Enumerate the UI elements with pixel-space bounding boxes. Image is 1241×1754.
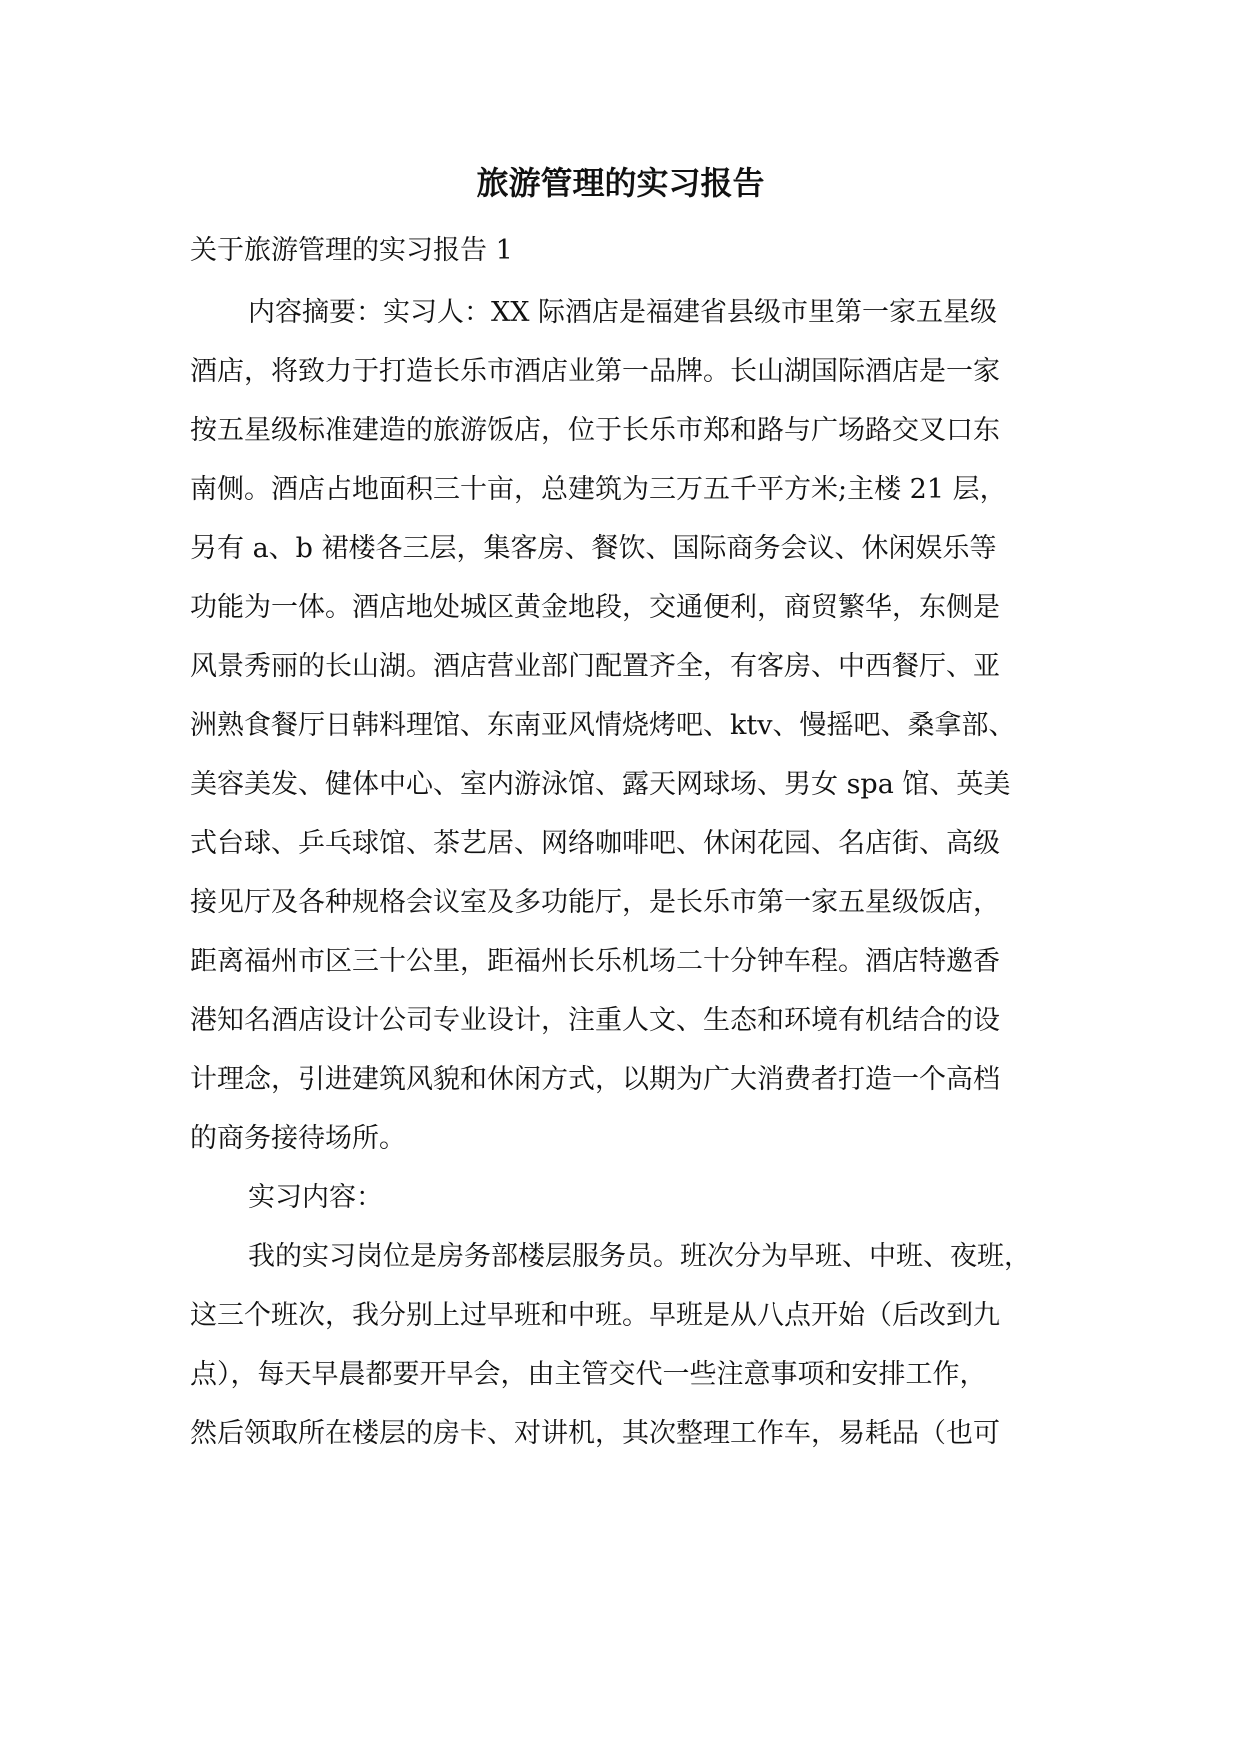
text-line: 点），每天早晨都要开早会，由主管交代一些注意事项和安排工作， <box>190 1359 987 1390</box>
text-line: 接见厅及各种规格会议室及多功能厅，是长乐市第一家五星级饭店， <box>190 887 1000 918</box>
text-line: 风景秀丽的长山湖。酒店营业部门配置齐全，有客房、中西餐厅、亚 <box>190 651 1000 682</box>
report-subtitle: 关于旅游管理的实习报告 1 <box>190 235 513 266</box>
text-line: 这三个班次，我分别上过早班和中班。早班是从八点开始（后改到九 <box>190 1300 1000 1331</box>
text-line: 内容摘要：实习人：XX 际酒店是福建省县级市里第一家五星级 <box>248 297 998 328</box>
text-line: 距离福州市区三十公里，距福州长乐机场二十分钟车程。酒店特邀香 <box>190 946 1000 977</box>
text-line: 南侧。酒店占地面积三十亩，总建筑为三万五千平方米;主楼 21 层， <box>190 474 1007 505</box>
text-line: 功能为一体。酒店地处城区黄金地段，交通便利，商贸繁华，东侧是 <box>190 592 1000 623</box>
document-title: 旅游管理的实习报告 <box>476 164 765 202</box>
text-line: 酒店，将致力于打造长乐市酒店业第一品牌。长山湖国际酒店是一家 <box>190 356 1000 387</box>
text-line: 的商务接待场所。 <box>190 1123 406 1154</box>
text-line: 然后领取所在楼层的房卡、对讲机，其次整理工作车，易耗品（也可 <box>190 1418 1000 1449</box>
text-line: 我的实习岗位是房务部楼层服务员。班次分为早班、中班、夜班， <box>248 1241 1031 1272</box>
section-heading: 实习内容： <box>248 1182 383 1213</box>
text-line: 美容美发、健体中心、室内游泳馆、露天网球场、男女 spa 馆、英美 <box>190 769 1011 800</box>
text-line: 式台球、乒乓球馆、茶艺居、网络咖啡吧、休闲花园、名店街、高级 <box>190 828 1000 859</box>
text-line: 按五星级标准建造的旅游饭店，位于长乐市郑和路与广场路交叉口东 <box>190 415 1000 446</box>
text-line: 洲熟食餐厅日韩料理馆、东南亚风情烧烤吧、ktv、慢摇吧、桑拿部、 <box>190 710 1016 741</box>
text-line: 港知名酒店设计公司专业设计，注重人文、生态和环境有机结合的设 <box>190 1005 1000 1036</box>
text-line: 计理念，引进建筑风貌和休闲方式，以期为广大消费者打造一个高档 <box>190 1064 1000 1095</box>
text-line: 另有 a、b 裙楼各三层，集客房、餐饮、国际商务会议、休闲娱乐等 <box>190 533 997 564</box>
